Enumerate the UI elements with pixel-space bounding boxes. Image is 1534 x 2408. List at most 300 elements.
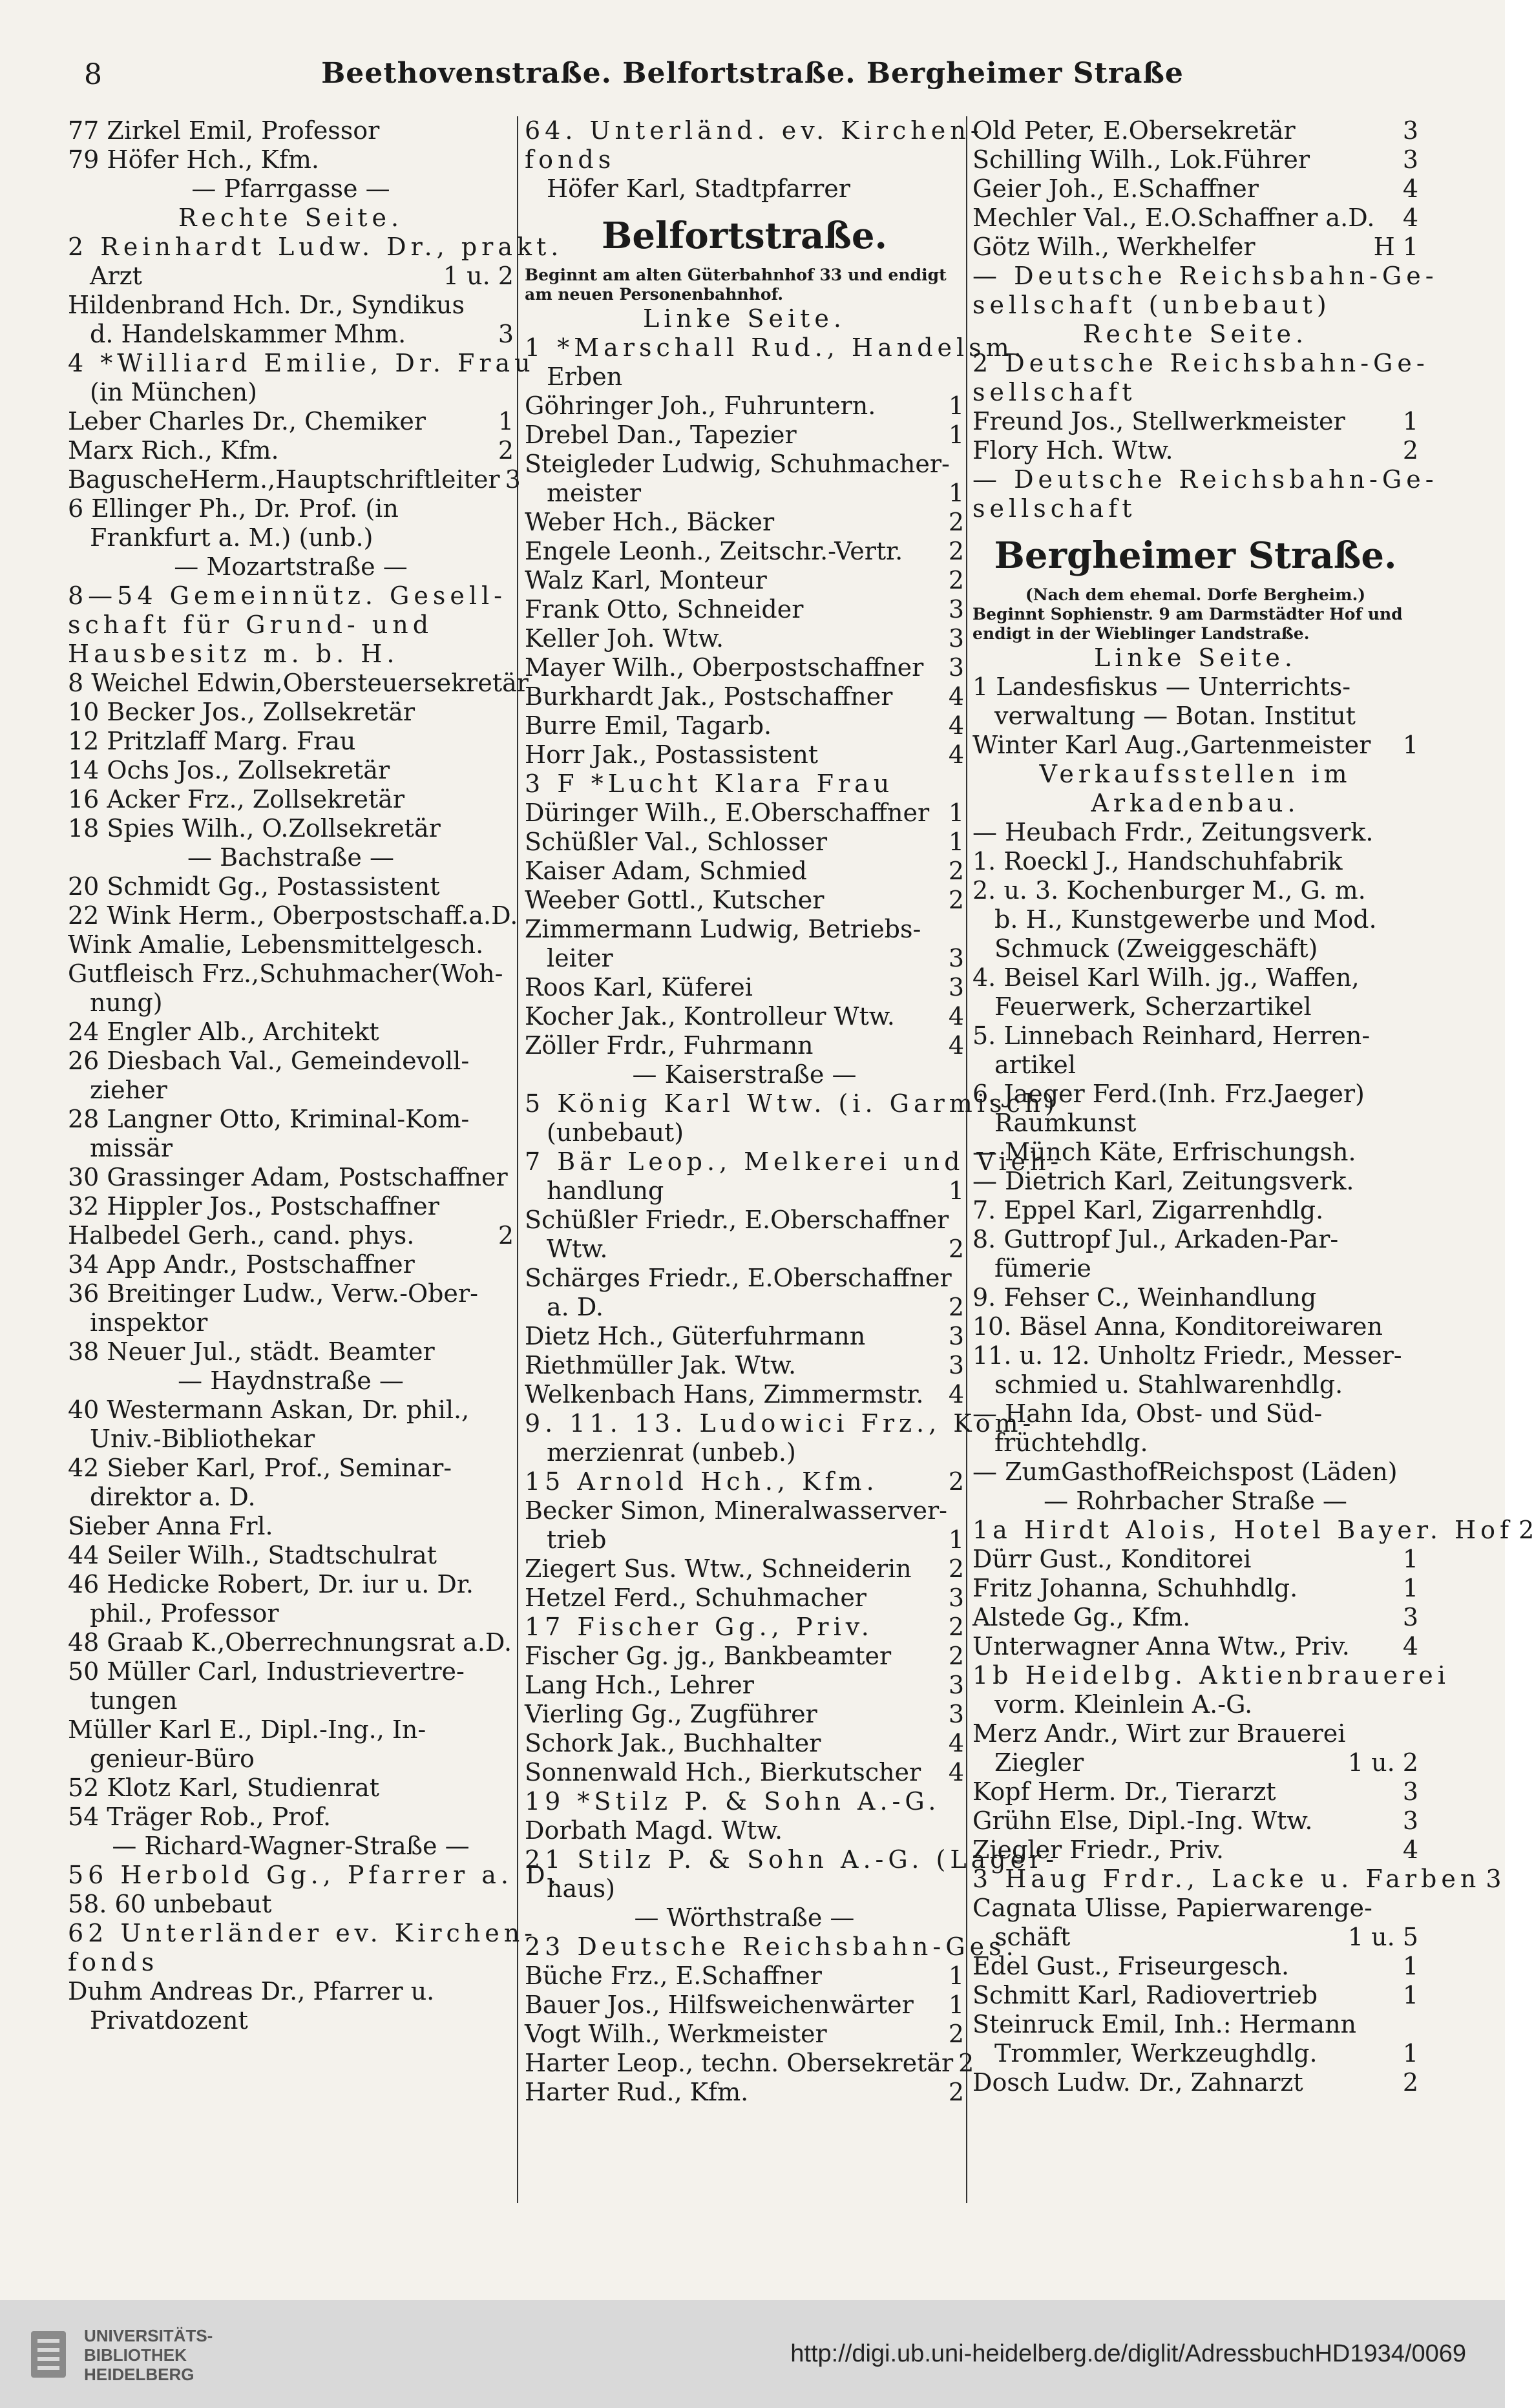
entry-text: Marx Rich., Kfm. (68, 436, 279, 465)
entry-text: 1. Roeckl J., Handschuhfabrik (972, 847, 1343, 875)
floor-number: 3 (948, 595, 964, 623)
entry-text: 40 Westermann Askan, Dr. phil., (68, 1396, 470, 1424)
entry-text: inspektor (90, 1308, 208, 1337)
directory-entry (68, 1715, 514, 1744)
side-heading (68, 204, 514, 233)
floor-number: 2 (948, 2078, 964, 2106)
entry-text: 4. Beisel Karl Wilh. jg., Waffen, (972, 963, 1360, 992)
entry-text: 77 Zirkel Emil, Professor (68, 116, 380, 145)
entry-text: sellschaft (972, 378, 1137, 406)
floor-number: 4 (1402, 174, 1418, 203)
floor-number: 1 (948, 1991, 964, 2019)
directory-entry (972, 847, 1418, 876)
entry-continuation (525, 1293, 964, 1322)
directory-entry (525, 2020, 964, 2049)
directory-entry (972, 818, 1418, 847)
directory-entry (525, 828, 964, 857)
entry-text: Bauer Jos., Hilfsweichenwärter (525, 1991, 914, 2019)
entry-text: Duhm Andreas Dr., Pfarrer u. (68, 1977, 435, 2005)
entry-text: Riethmüller Jak. Wtw. (525, 1351, 797, 1379)
floor-number: 1 (948, 1177, 964, 1205)
owner-entry (525, 116, 983, 145)
owner-entry (972, 1516, 1534, 1545)
owner-entry (68, 349, 535, 378)
directory-entry (525, 1584, 964, 1613)
floor-number: 3 (1486, 1865, 1502, 1893)
entry-text: — Pfarrgasse — (191, 174, 390, 203)
entry-text: 6. Jaeger Ferd.(Inh. Frz.Jaeger) (972, 1080, 1365, 1108)
directory-entry (525, 1206, 964, 1235)
entry-text: Dietz Hch., Güterfuhrmann (525, 1322, 866, 1350)
directory-entry (525, 1758, 964, 1787)
floor-number: 1 (1402, 1545, 1418, 1573)
entry-text: Ziegler Friedr., Priv. (972, 1836, 1224, 1864)
entry-text: Schilling Wilh., Lok.Führer (972, 145, 1310, 174)
entry-continuation (68, 1686, 514, 1715)
entry-text: — Kaiserstraße — (632, 1060, 857, 1089)
floor-number: 1 (948, 392, 964, 420)
cross-street (68, 1832, 514, 1861)
directory-entry (972, 673, 1418, 702)
owner-entry (972, 262, 1438, 291)
library-name (84, 2326, 213, 2384)
entry-text: 8—54 Gemeinnütz. Gesell- (68, 581, 507, 610)
directory-entry (972, 1080, 1418, 1109)
entry-text: — Deutsche Reichsbahn-Ge- (972, 262, 1438, 290)
entry-text: 62 Unterländer ev. Kirchen- (68, 1919, 538, 1947)
entry-text: 44 Seiler Wilh., Stadtschulrat (68, 1541, 437, 1569)
entry-text: Mayer Wilh., Oberpostschaffner (525, 653, 924, 682)
entry-text: 20 Schmidt Gg., Postassistent (68, 872, 440, 901)
entry-text: — Haydnstraße — (178, 1366, 404, 1395)
entry-text: 11. u. 12. Unholtz Friedr., Messer- (972, 1341, 1402, 1370)
entry-text: Büche Frz., E.Schaffner (525, 1962, 822, 1990)
entry-continuation (68, 989, 514, 1018)
directory-entry (68, 1105, 514, 1134)
directory-entry (68, 727, 514, 756)
directory-entry (525, 1322, 964, 1351)
entry-text: Trommler, Werkzeughdlg. (994, 2039, 1318, 2068)
section-heading (972, 760, 1418, 789)
entry-text: Göhringer Joh., Fuhruntern. (525, 392, 876, 420)
entry-text: Düringer Wilh., E.Oberschaffner (525, 799, 930, 827)
floor-number: 3 (948, 944, 964, 972)
side-heading (525, 304, 964, 333)
entry-text: Müller Karl E., Dipl.-Ing., In- (68, 1715, 426, 1744)
directory-entry (972, 1894, 1418, 1923)
directory-entry (972, 731, 1418, 760)
entry-text: 24 Engler Alb., Architekt (68, 1018, 379, 1046)
directory-entry (972, 1632, 1418, 1661)
owner-entry (525, 1467, 964, 1496)
entry-text: (in München) (90, 378, 257, 406)
entry-text: Leber Charles Dr., Chemiker (68, 407, 426, 435)
floor-number: 1 (948, 1962, 964, 1990)
directory-entry (68, 1047, 514, 1076)
directory-entry (68, 407, 514, 436)
floor-number: 3 (1402, 145, 1418, 174)
directory-entry (972, 145, 1418, 174)
entry-text: — Münch Käte, Erfrischungsh. (972, 1138, 1356, 1166)
directory-entry (972, 963, 1418, 992)
entry-text: Geier Joh., E.Schaffner (972, 174, 1259, 203)
entry-text: Alstede Gg., Kfm. (972, 1603, 1191, 1631)
floor-number: 3 (948, 1700, 964, 1728)
floor-number: 3 (948, 1322, 964, 1350)
directory-entry (68, 1192, 514, 1221)
entry-text: Steinruck Emil, Inh.: Hermann (972, 2010, 1357, 2038)
entry-continuation (525, 362, 964, 392)
directory-entry (972, 1545, 1418, 1574)
floor-number: 3 (948, 653, 964, 682)
directory-entry (972, 1167, 1418, 1196)
floor-number: 4 (1402, 1632, 1418, 1660)
entry-text: phil., Professor (90, 1599, 279, 1628)
entry-continuation (972, 905, 1418, 934)
floor-number: 1 (948, 479, 964, 507)
entry-text: Engele Leonh., Zeitschr.-Vertr. (525, 537, 903, 565)
entry-text: Dosch Ludw. Dr., Zahnarzt (972, 2068, 1303, 2097)
directory-entry (68, 959, 514, 989)
entry-text: Univ.-Bibliothekar (90, 1425, 315, 1453)
floor-number: 4 (948, 1031, 964, 1060)
directory-entry (68, 494, 514, 523)
floor-number: 3 (505, 465, 521, 494)
entry-text: Rechte Seite. (178, 204, 404, 232)
entry-continuation (525, 174, 964, 204)
entry-text: 19 *Stilz P. & Sohn A.-G. (525, 1787, 941, 1816)
directory-entry (525, 1642, 964, 1671)
floor-number: 1 (1402, 731, 1418, 759)
directory-entry (525, 711, 964, 740)
library-name-line: BIBLIOTHEK (84, 2345, 187, 2365)
floor-number: 4 (948, 682, 964, 711)
entry-text: Lang Hch., Lehrer (525, 1671, 754, 1699)
entry-text: Sonnenwald Hch., Bierkutscher (525, 1758, 921, 1786)
entry-text: Winter Karl Aug.,Gartenmeister (972, 731, 1371, 759)
owner-entry (525, 1409, 1036, 1438)
entry-text: 79 Höfer Hch., Kfm. (68, 145, 319, 174)
entry-text: 14 Ochs Jos., Zollsekretär (68, 756, 390, 784)
directory-entry (972, 1399, 1418, 1429)
floor-number: 2 (948, 1613, 964, 1641)
entry-text: 8. Guttropf Jul., Arkaden-Par- (972, 1225, 1339, 1253)
entry-text: schäft (994, 1923, 1071, 1951)
floor-number: 1 u. 2 (1347, 1748, 1418, 1777)
entry-continuation (972, 1923, 1418, 1952)
cross-street (68, 1366, 514, 1396)
entry-text: 15 Arnold Hch., Kfm. (525, 1467, 879, 1496)
entry-text: 46 Hedicke Robert, Dr. iur u. Dr. (68, 1570, 474, 1598)
entry-text: Wtw. (547, 1235, 608, 1263)
entry-text: Arkadenbau. (1091, 789, 1300, 817)
entry-continuation (68, 1744, 514, 1774)
directory-entry (525, 1380, 964, 1409)
entry-text: Harter Rud., Kfm. (525, 2078, 749, 2106)
entry-text: 30 Grassinger Adam, Postschaffner (68, 1163, 508, 1191)
directory-entry (68, 1628, 514, 1657)
floor-number: 3 (498, 320, 514, 348)
directory-entry (972, 174, 1418, 204)
entry-text: 7 Bär Leop., Melkerei und Vieh- (525, 1147, 1064, 1176)
entry-text: 3 F *Lucht Klara Frau (525, 770, 894, 798)
floor-number: 4 (948, 711, 964, 740)
entry-text: Edel Gust., Friseurgesch. (972, 1952, 1290, 1980)
directory-entry (972, 407, 1418, 436)
entry-continuation (972, 1109, 1418, 1138)
directory-entry (972, 1225, 1418, 1254)
entry-text: — Heubach Frdr., Zeitungsverk. (972, 818, 1374, 846)
entry-text: Kaiser Adam, Schmied (525, 857, 807, 885)
entry-text: 2 Deutsche Reichsbahn-Ge- (972, 349, 1429, 377)
entry-text: — Wörthstraße — (634, 1903, 855, 1932)
floor-number: 3 (948, 1351, 964, 1379)
floor-number: H 1 (1373, 233, 1418, 261)
directory-entry (525, 1962, 964, 1991)
floor-number: 3 (948, 624, 964, 653)
directory-entry (525, 1264, 964, 1293)
directory-entry (525, 421, 964, 450)
entry-text: 1b Heidelbg. Aktienbrauerei (972, 1661, 1450, 1690)
entry-text: 4 *Williard Emilie, Dr. Frau (68, 349, 535, 377)
owner-entry (525, 333, 1026, 362)
floor-number: 3 (1402, 116, 1418, 145)
directory-entry (972, 1952, 1418, 1981)
directory-entry (68, 814, 514, 843)
entry-continuation (68, 1076, 514, 1105)
directory-entry (972, 436, 1418, 465)
directory-entry (68, 465, 521, 494)
entry-text: Mechler Val., E.O.Schaffner a.D. (972, 204, 1375, 232)
library-name-line: HEIDELBERG (84, 2365, 194, 2384)
directory-entry (972, 204, 1418, 233)
entry-text: Keller Joh. Wtw. (525, 624, 724, 653)
floor-number: 3 (1402, 1603, 1418, 1631)
entry-text: schmied u. Stahlwarenhdlg. (994, 1370, 1343, 1399)
owner-entry (68, 233, 563, 262)
floor-number: 2 (1402, 2068, 1418, 2097)
entry-text: b. H., Kunstgewerbe und Mod. (994, 905, 1377, 934)
entry-text: zieher (90, 1076, 167, 1104)
directory-entry (68, 1279, 514, 1308)
entry-text: Höfer Karl, Stadtpfarrer (547, 174, 850, 203)
entry-text: 2. u. 3. Kochenburger M., G. m. (972, 876, 1366, 905)
floor-number: 2 (948, 886, 964, 914)
column-rule (517, 116, 518, 2203)
entry-text: 8 Weichel Edwin,Obersteuersekretär (68, 669, 529, 697)
directory-entry (972, 876, 1418, 905)
entry-text: leiter (547, 944, 613, 972)
owner-entry (525, 1787, 964, 1816)
owner-entry (68, 1919, 538, 1948)
owner-entry (525, 1089, 1060, 1118)
entry-text: Welkenbach Hans, Zimmermstr. (525, 1380, 924, 1408)
entry-text: 58. 60 unbebaut (68, 1890, 272, 1918)
entry-continuation (972, 934, 1418, 963)
entry-text: 16 Acker Frz., Zollsekretär (68, 785, 405, 813)
floor-number: 4 (948, 1729, 964, 1757)
owner-entry (68, 640, 514, 669)
entry-continuation (525, 944, 964, 973)
floor-number: 3 (948, 1671, 964, 1699)
directory-entry (525, 1700, 964, 1729)
entry-text: Schmitt Karl, Radiovertrieb (972, 1981, 1318, 2009)
entry-text: Becker Simon, Mineralwasserver- (525, 1496, 947, 1525)
entry-text: — Rohrbacher Straße — (1044, 1487, 1347, 1515)
cross-street (68, 174, 514, 204)
entry-continuation (972, 1748, 1418, 1777)
directory-entry (525, 886, 964, 915)
floor-number: 4 (948, 1380, 964, 1408)
entry-text: Old Peter, E.Obersekretär (972, 116, 1296, 145)
entry-text: schaft für Grund- und (68, 611, 434, 639)
entry-text: Kocher Jak., Kontrolleur Wtw. (525, 1002, 895, 1031)
entry-continuation (525, 1874, 964, 1903)
floor-number: 1 u. 5 (1347, 1923, 1418, 1951)
entry-continuation (972, 702, 1418, 731)
entry-continuation (972, 2039, 1418, 2068)
entry-text: Weber Hch., Bäcker (525, 508, 775, 536)
directory-entry (68, 698, 514, 727)
directory-entry (68, 116, 514, 145)
owner-entry (972, 291, 1418, 320)
entry-continuation (68, 2006, 514, 2035)
directory-entry (68, 1977, 514, 2006)
directory-entry (525, 1002, 964, 1031)
directory-entry (525, 508, 964, 537)
entry-text: 23 Deutsche Reichsbahn-Ges. (525, 1932, 1018, 1961)
entry-text: Unterwagner Anna Wtw., Priv. (972, 1632, 1350, 1660)
entry-text: nung) (90, 989, 163, 1017)
floor-number: 4 (1402, 1836, 1418, 1864)
entry-continuation (68, 378, 514, 407)
entry-text: 9. 11. 13. Ludowici Frz., Kom- (525, 1409, 1036, 1438)
entry-text: 17 Fischer Gg., Priv. (525, 1613, 874, 1641)
entry-text: Burre Emil, Tagarb. (525, 711, 772, 740)
entry-text: Götz Wilh., Werkhelfer (972, 233, 1256, 261)
entry-text: Dürr Gust., Konditorei (972, 1545, 1252, 1573)
directory-entry (525, 1031, 964, 1060)
directory-entry (68, 1512, 514, 1541)
directory-entry (972, 1836, 1418, 1865)
street-note: Beginnt Sophienstr. 9 am Darmstädter Hof und endigt in der Wieblinger Landstraße. (972, 605, 1403, 643)
street-heading: Bergheimer Straße. (994, 534, 1397, 577)
owner-entry (525, 770, 964, 799)
directory-entry (972, 1341, 1418, 1370)
directory-entry (972, 1312, 1418, 1341)
directory-entry (68, 1396, 514, 1425)
directory-entry (972, 1777, 1418, 1806)
entry-text: 3 Haug Frdr., Lacke u. Farben (972, 1865, 1481, 1893)
entry-text: a. D. (547, 1293, 604, 1321)
directory-entry (972, 2010, 1418, 2039)
entry-text: — Dietrich Karl, Zeitungsverk. (972, 1167, 1354, 1195)
floor-number: 2 (1402, 436, 1418, 465)
entry-text: vorm. Kleinlein A.-G. (994, 1690, 1253, 1719)
directory-entry (68, 872, 514, 901)
directory-entry (525, 392, 964, 421)
entry-text: 5 König Karl Wtw. (i. Garmisch) (525, 1089, 1060, 1118)
floor-number: 1 (948, 828, 964, 856)
floor-number: 2 (948, 1642, 964, 1670)
floor-number: 2 (948, 537, 964, 565)
directory-entry (525, 1555, 964, 1584)
entry-text: — Hahn Ida, Obst- und Süd- (972, 1399, 1323, 1428)
owner-entry (972, 1865, 1502, 1894)
directory-entry (68, 930, 514, 959)
entry-text: 36 Breitinger Ludw., Verw.-Ober- (68, 1279, 478, 1308)
directory-entry (525, 740, 964, 770)
entry-text: Schork Jak., Buchhalter (525, 1729, 821, 1757)
entry-text: Raumkunst (994, 1109, 1137, 1137)
entry-text: 48 Graab K.,Oberrechnungsrat a.D. (68, 1628, 512, 1657)
entry-text: (unbebaut) (547, 1118, 684, 1147)
entry-text: 5. Linnebach Reinhard, Herren- (972, 1021, 1371, 1050)
directory-entry (68, 1018, 514, 1047)
entry-text: Linke Seite. (643, 304, 846, 333)
floor-number: 1 (1402, 1952, 1418, 1980)
directory-entry (68, 1337, 514, 1366)
entry-text: Schmuck (Zweiggeschäft) (994, 934, 1318, 963)
entry-text: Frank Otto, Schneider (525, 595, 804, 623)
floor-number: 2 (948, 508, 964, 536)
directory-entry (972, 1806, 1418, 1836)
entry-text: 52 Klotz Karl, Studienrat (68, 1774, 380, 1802)
cross-street (68, 843, 514, 872)
entry-text: Gutfleisch Frz.,Schuhmacher(Woh- (68, 959, 503, 988)
entry-continuation (525, 1438, 964, 1467)
entry-text: 6 Ellinger Ph., Dr. Prof. (in (68, 494, 399, 523)
floor-number: 4 (1402, 204, 1418, 232)
directory-entry (972, 116, 1418, 145)
entry-text: 1a Hirdt Alois, Hotel Bayer. Hof (972, 1516, 1514, 1544)
entry-text: Cagnata Ulisse, Papierwarenge- (972, 1894, 1372, 1922)
directory-entry (68, 1163, 514, 1192)
directory-entry (68, 1250, 514, 1279)
entry-text: 21 Stilz P. & Sohn A.-G. (Lager- (525, 1845, 1059, 1874)
entry-text: 38 Neuer Jul., städt. Beamter (68, 1337, 435, 1366)
entry-text: merzienrat (unbeb.) (547, 1438, 796, 1467)
owner-entry (972, 494, 1418, 523)
entry-text: trieb (547, 1525, 607, 1554)
directory-entry (525, 566, 964, 595)
entry-text: 1 *Marschall Rud., Handelsm. (525, 333, 1026, 362)
entry-continuation (972, 1370, 1418, 1399)
entry-text: Walz Karl, Monteur (525, 566, 767, 594)
owner-entry (68, 581, 514, 611)
entry-text: Drebel Dan., Tapezier (525, 421, 797, 449)
entry-text: Arzt (90, 262, 142, 290)
street-note: Beginnt am alten Güterbahnhof 33 und endigt am neuen Personenbahnhof. (525, 266, 947, 304)
directory-entry (972, 1196, 1418, 1225)
directory-entry (525, 624, 964, 653)
owner-entry (68, 1861, 562, 1890)
section-heading (972, 789, 1418, 818)
floor-number: 2 (1518, 1516, 1534, 1544)
floor-number: 3 (948, 1584, 964, 1612)
floor-number: 1 (948, 1525, 964, 1554)
entry-continuation (68, 262, 514, 291)
directory-entry (68, 145, 514, 174)
source-url[interactable]: http://digi.ub.uni-heidelberg.de/diglit/AdressbuchHD1934/0069 (790, 2340, 1466, 2367)
entry-text: Erben (547, 362, 623, 391)
entry-text: Roos Karl, Küferei (525, 973, 753, 1001)
floor-number: 3 (1402, 1777, 1418, 1806)
directory-entry (68, 1221, 514, 1250)
directory-entry (525, 537, 964, 566)
floor-number: 2 (498, 436, 514, 465)
entry-text: — ZumGasthofReichspost (Läden) (972, 1458, 1398, 1486)
